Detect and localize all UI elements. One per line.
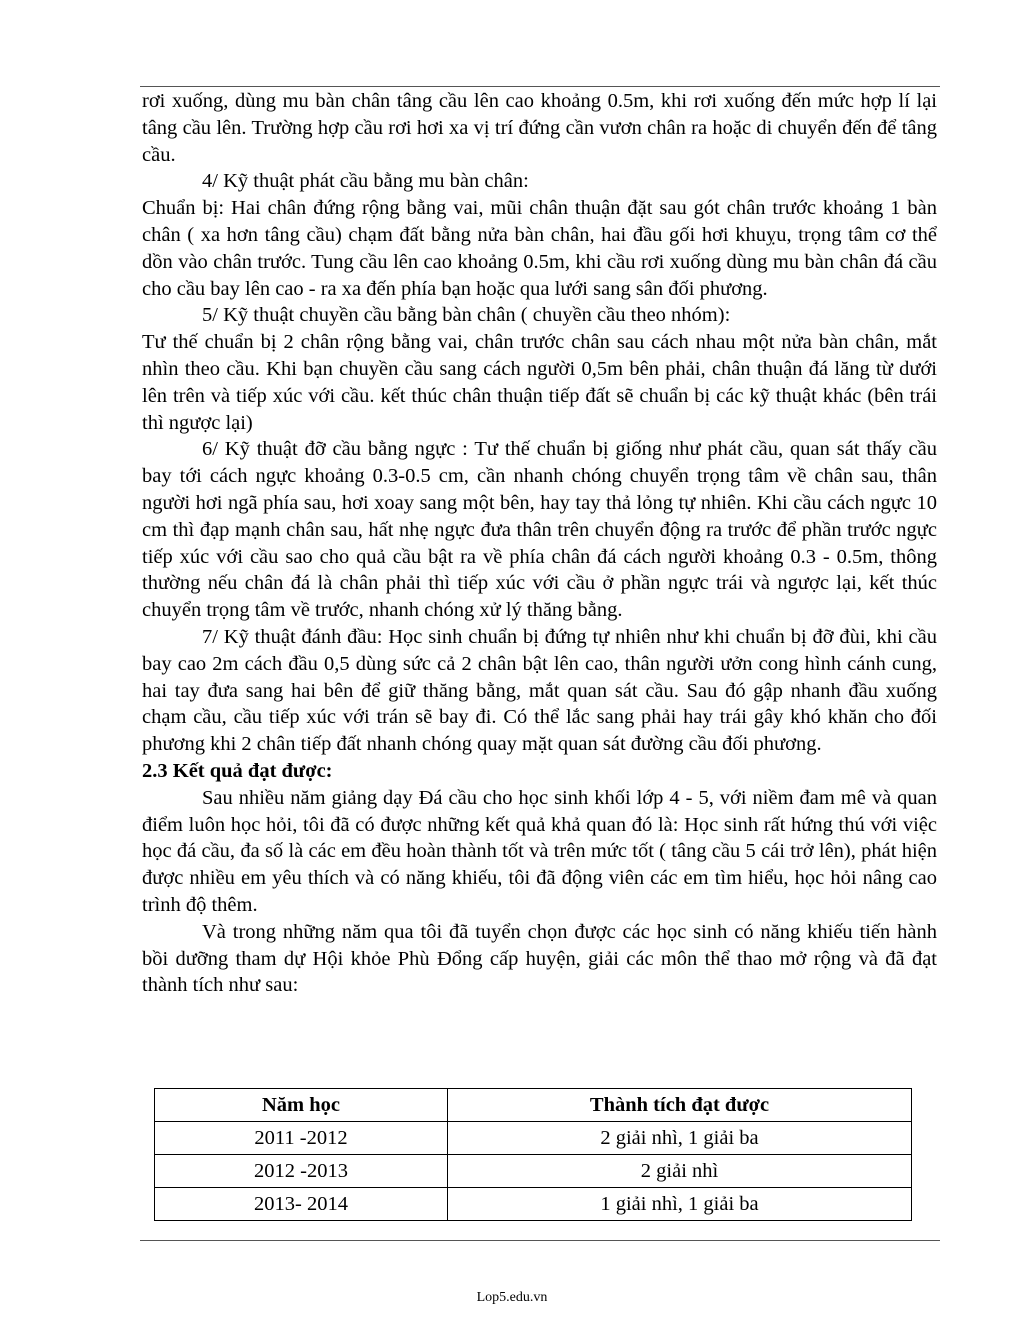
column-header-achievement: Thành tích đạt được (448, 1089, 912, 1122)
cell-year: 2013- 2014 (155, 1188, 448, 1221)
document-body (142, 88, 937, 999)
table-row (155, 1122, 912, 1155)
table-row (155, 1155, 912, 1188)
paragraph: Chuẩn bị: Hai chân đứng rộng bằng vai, mũi chân thuận đặt sau gót chân trước khoảng 1 bàn chân ( xa hơn tâng cầu) chạm đất bằng nửa bàn chân, hai đầu gối hơi khuỵu, trọng tâm cơ thể dồn vào chân trước. Tung cầu lên cao khoảng 0.5m, khi cầu rơi xuống dùng mu bàn chân đá cầu cho cầu bay lên cao - ra xa đến phía bạn hoặc qua lưới sang sân đối phương. (142, 197, 937, 300)
cell-year: 2012 -2013 (155, 1155, 448, 1188)
paragraph: Sau nhiều năm giảng dạy Đá cầu cho học sinh khối lớp 4 - 5, với niềm đam mê và quan điểm luôn học hỏi, tôi đã có được những kết quả khả quan đó là: Học sinh rất hứng thú với việc học đá cầu, đa số là các em đều hoàn thành tốt và trên mức tốt ( tâng cầu 5 cái trở lên), phát hiện được nhiều em yêu thích và có năng khiếu, tôi đã động viên các em tìm hiểu, học hỏi nâng cao trình độ thêm. (142, 786, 937, 916)
table-header-row (155, 1089, 912, 1122)
section-heading-results: 2.3 Kết quả đạt được: (142, 759, 333, 782)
cell-achievement: 2 giải nhì, 1 giải ba (448, 1122, 912, 1155)
cell-achievement: 2 giải nhì (448, 1155, 912, 1188)
paragraph-section-7: 7/ Kỹ thuật đánh đầu: Học sinh chuẩn bị đứng tự nhiên như khi chuẩn bị đỡ đùi, khi cầu bay cao 2m cách đầu 0,5 dùng sức cả 2 chân bật lên cao, thân người ưởn cong hình cánh cung, hai tay đưa sang hai bên để giữ thăng bằng, mắt quan sát cầu. Sau đó gập nhanh đầu xuống chạm cầu, cầu tiếp xúc với trán sẽ bay đi. Có thể lắc sang phải hay trái gây khó khăn cho đối phương khi 2 chân tiếp đất nhanh chóng quay mặt quan sát đường cầu đối phương. (142, 625, 937, 756)
header-rule (140, 86, 940, 87)
cell-achievement: 1 giải nhì, 1 giải ba (448, 1188, 912, 1221)
paragraph: Và trong những năm qua tôi đã tuyển chọn được các học sinh có năng khiếu tiến hành bồi dưỡng tham dự Hội khỏe Phù Đổng cấp huyện, giải các môn thể thao mở rộng và đã đạt thành tích như sau: (142, 920, 937, 997)
cell-year: 2011 -2012 (155, 1122, 448, 1155)
section-heading-5: 5/ Kỹ thuật chuyền cầu bằng bàn chân ( chuyền cầu theo nhóm): (202, 304, 731, 327)
results-table (154, 1088, 912, 1221)
page-footer: Lop5.edu.vn (476, 1290, 548, 1305)
section-heading-4: 4/ Kỹ thuật phát cầu bằng mu bàn chân: (202, 170, 529, 193)
table-row (155, 1188, 912, 1221)
paragraph: Tư thế chuẩn bị 2 chân rộng bằng vai, chân trước chân sau cách nhau một nửa bàn chân, mắt nhìn theo cầu. Khi bạn chuyền cầu sang cách người 0,5m bên phải, chân thuận đá lăng từ dưới lên trên và tiếp xúc với cầu. kết thúc chân thuận tiếp đất sẽ chuẩn bị các kỹ thuật khác (bên trái thì ngược lại) (142, 331, 937, 434)
paragraph-section-6: 6/ Kỹ thuật đỡ cầu bằng ngực : Tư thế chuẩn bị giống như phát cầu, quan sát thấy cầu bay tới cách ngực khoảng 0.3-0.5 cm, cần nhanh chóng chuyển trọng tâm về chân sau, thân người hơi ngã phía sau, hơi xoay sang một bên, hay tay thả lỏng tự nhiên. Khi cầu cách ngực 10 cm thì đạp mạnh chân sau, hất nhẹ ngực đưa thân trên chuyển động ra trước để phần trước ngực tiếp xúc với cầu sao cho quả cầu bật ra về phía chân đá cách người khoảng 0.3 - 0.5m, thông thường nếu chân đá là chân phải thì tiếp xúc với cầu ở phần ngực trái và ngược lại, kết thúc chuyển trọng tâm về trước, nhanh chóng xử lý thăng bằng. (142, 438, 937, 622)
footer-rule (140, 1240, 940, 1241)
column-header-year: Năm học (155, 1089, 448, 1122)
paragraph: rơi xuống, dùng mu bàn chân tâng cầu lên cao khoảng 0.5m, khi rơi xuống đến mức hợp lí lại tâng cầu lên. Trường hợp cầu rơi hơi xa vị trí đứng cần vươn chân ra hoặc di chuyển đến để tâng cầu. (142, 90, 937, 166)
